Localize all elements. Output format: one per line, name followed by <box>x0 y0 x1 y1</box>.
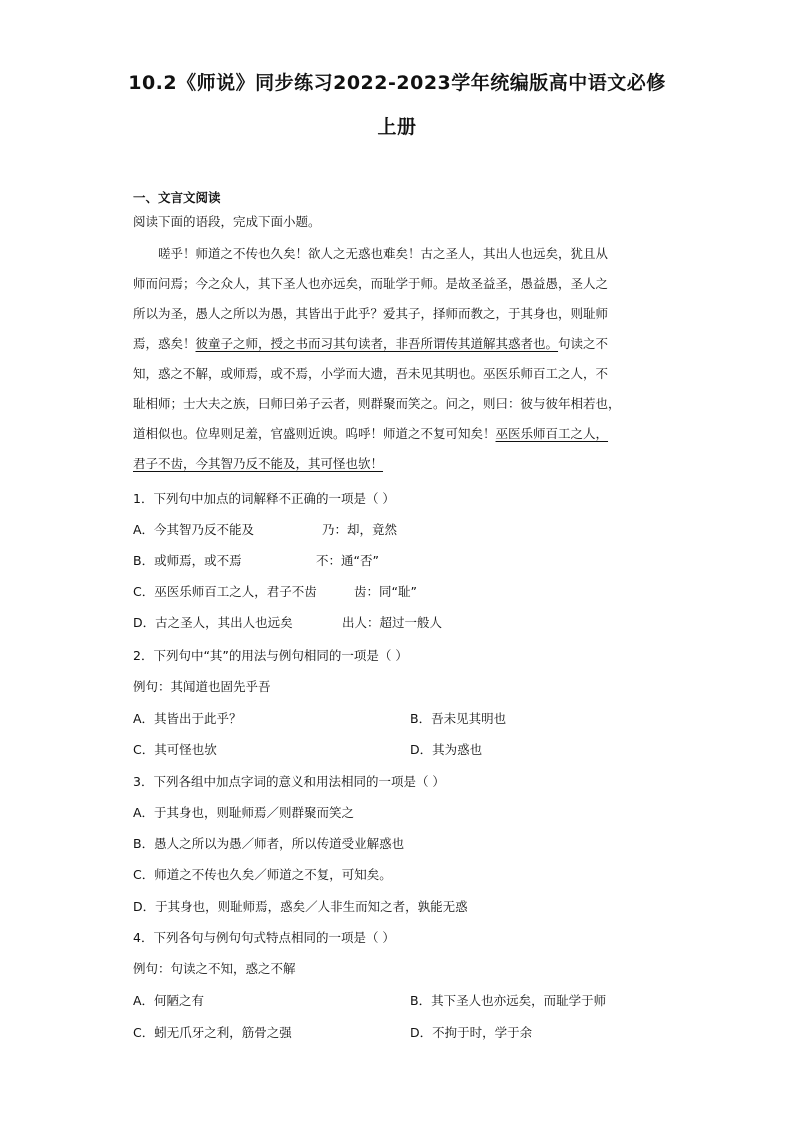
q4-option-c: C．蚓无爪牙之利，筋骨之强 <box>133 1025 292 1040</box>
passage-line-1: 嗟乎！师道之不传也久矣！欲人之无惑也难矣！古之圣人，其出人也远矣，犹且从 <box>158 246 609 261</box>
q1-option-b: B．或师焉，或不焉 <box>133 553 242 568</box>
underlined-sentence-2-end: 君子不齿，今其智乃反不能及，其可怪也欤！ <box>133 456 384 471</box>
passage-line-6: 耻相师；士大夫之族，曰师曰弟子云者，则群聚而笑之。问之，则曰：彼与彼年相若也， <box>133 396 621 411</box>
q3-option-c: C．师道之不传也久矣／师道之不复，可知矣。 <box>133 867 392 882</box>
passage-line-4 <box>133 336 608 352</box>
q3-option-a: A．于其身也，则耻师焉／则群聚而笑之 <box>133 805 355 820</box>
passage-line-4-end: 句读之不 <box>558 336 609 351</box>
q1-option-c: C．巫医乐师百工之人，君子不齿 <box>133 584 317 599</box>
q1-option-b-note: 不：通“否” <box>316 553 379 568</box>
q4-example: 例句：句读之不知，惑之不解 <box>133 961 296 976</box>
q3-stem: 3．下列各组中加点字词的意义和用法相同的一项是（ ） <box>133 774 445 789</box>
q1-option-d-note: 出人：超过一般人 <box>342 615 443 630</box>
underlined-sentence-2-start: 巫医乐师百工之人， <box>495 426 609 441</box>
q2-option-b: B．吾未见其明也 <box>410 711 507 726</box>
passage-line-7 <box>133 426 608 442</box>
q2-option-a: A．其皆出于此乎？ <box>133 711 242 726</box>
q2-stem: 2．下列句中“其”的用法与例句相同的一项是（ ） <box>133 648 408 663</box>
passage-line-3: 所以为圣，愚人之所以为愚，其皆出于此乎？爱其子，择师而教之，于其身也，则耻师 <box>133 306 609 321</box>
q3-option-d: D．于其身也，则耻师焉，惑矣／人非生而知之者，孰能无惑 <box>133 899 468 914</box>
q2-example: 例句：其闻道也固先乎吾 <box>133 679 271 694</box>
q3-option-b: B．愚人之所以为愚／师者，所以传道受业解惑也 <box>133 836 405 851</box>
q1-stem: 1．下列句中加点的词解释不正确的一项是（ ） <box>133 491 395 506</box>
q4-option-a: A．何陋之有 <box>133 993 205 1008</box>
passage-line-7-start: 道相似也。位卑则足羞，官盛则近谀。呜呼！师道之不复可知矣！ <box>133 426 496 441</box>
q2-option-c: C．其可怪也欤 <box>133 742 217 757</box>
section-instruction: 阅读下面的语段，完成下面小题。 <box>133 214 321 229</box>
q4-stem: 4．下列各句与例句句式特点相同的一项是（ ） <box>133 930 395 945</box>
underlined-sentence-1: 彼童子之师，授之书而习其句读者，非吾所谓传其道解其惑者也。 <box>195 336 559 351</box>
q1-option-c-note: 齿：同“耻” <box>354 584 417 599</box>
q1-option-d: D．古之圣人，其出人也远矣 <box>133 615 293 630</box>
q4-option-b: B．其下圣人也亦远矣，而耻学于师 <box>410 993 607 1008</box>
document-title-line1: 10.2《师说》同步练习2022-2023学年统编版高中语文必修 <box>128 72 666 94</box>
document-title-line2: 上册 <box>377 116 417 138</box>
passage-line-2: 师而问焉；今之众人，其下圣人也亦远矣，而耻学于师。是故圣益圣，愚益愚，圣人之 <box>133 276 609 291</box>
q2-option-d: D．其为惑也 <box>410 742 483 757</box>
q1-option-a-note: 乃：却，竟然 <box>322 522 398 537</box>
section-heading: 一、文言文阅读 <box>133 190 221 205</box>
passage-line-5: 知，惑之不解，或师焉，或不焉，小学而大遗，吾未见其明也。巫医乐师百工之人，不 <box>133 366 609 381</box>
passage-line-4-start: 焉，惑矣！ <box>133 336 196 351</box>
q4-option-d: D．不拘于时，学于余 <box>410 1025 533 1040</box>
q1-option-a: A．今其智乃反不能及 <box>133 522 255 537</box>
